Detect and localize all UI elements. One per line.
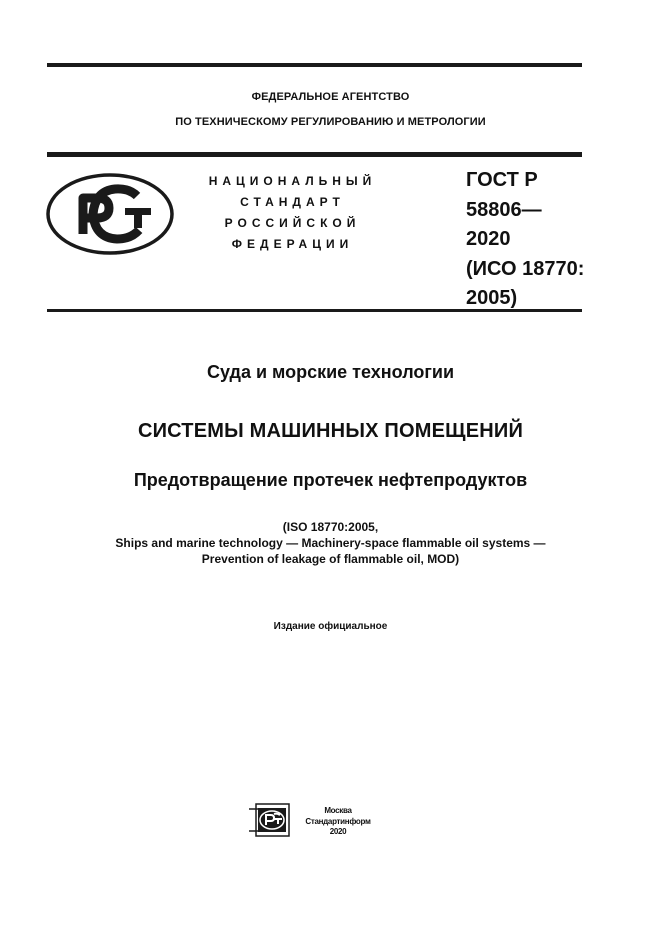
- designation-line: ГОСТ Р: [466, 169, 538, 191]
- publisher-name: Стандартинформ: [305, 816, 371, 826]
- standard-designation: [466, 166, 584, 314]
- national-standard-line: СТАНДАРТ: [240, 195, 345, 209]
- main-title: СИСТЕМЫ МАШИННЫХ ПОМЕЩЕНИЙ: [137, 420, 524, 442]
- designation-line: 2020: [466, 228, 511, 250]
- edition-label: Издание официальное: [273, 621, 388, 632]
- agency-name-line-1: ФЕДЕРАЛЬНОЕ АГЕНТСТВО: [251, 91, 410, 103]
- top-rule: [47, 63, 582, 67]
- national-standard-line: ФЕДЕРАЦИИ: [231, 237, 354, 251]
- publication-year: 2020: [329, 827, 347, 836]
- iso-reference-line: Ships and marine technology — Machinery-space flammable oil systems —: [115, 536, 546, 550]
- rst-certification-mark-icon: [45, 172, 175, 256]
- iso-reference-line: (ISO 18770:2005,: [282, 520, 379, 534]
- iso-reference: [0, 519, 661, 567]
- designation-line: 2005): [466, 287, 518, 309]
- designation-line: 58806—: [466, 198, 542, 221]
- publisher-city: Москва: [324, 806, 352, 815]
- field-title: Суда и морские технологии: [206, 362, 455, 382]
- header-rule: [47, 152, 582, 157]
- agency-name-line-2: ПО ТЕХНИЧЕСКОМУ РЕГУЛИРОВАНИЮ И МЕТРОЛОГИИ: [175, 116, 486, 128]
- standartinform-logo-icon: [248, 803, 290, 837]
- subtitle: Предотвращение протечек нефтепродуктов: [133, 470, 528, 490]
- title-block-rule: [47, 309, 582, 312]
- national-standard-line: РОССИЙСКОЙ: [224, 216, 361, 230]
- national-standard-line: НАЦИОНАЛЬНЫЙ: [208, 174, 377, 188]
- iso-reference-line: Prevention of leakage of flammable oil, MOD): [201, 552, 460, 566]
- national-standard-label: [190, 171, 395, 255]
- designation-line: (ИСО 18770:: [466, 257, 585, 280]
- publisher-info: [296, 806, 380, 838]
